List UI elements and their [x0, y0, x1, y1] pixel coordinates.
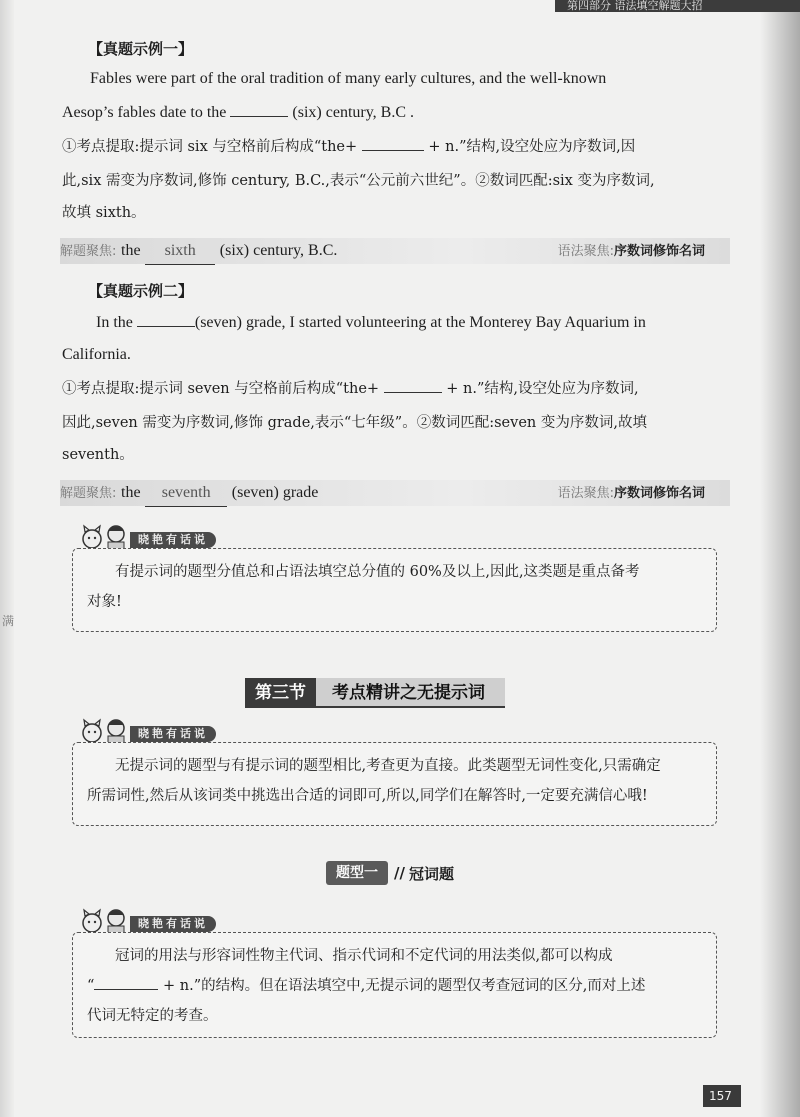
tip2-label: 晓艳有话说 — [130, 726, 216, 742]
example2-focus-label: 解题聚焦: — [60, 486, 117, 501]
example2-focus-bar — [60, 480, 730, 506]
example2-sentence-post: (seven) grade, I started volunteering at the Monterey Bay Aquarium in — [194, 314, 646, 331]
example1-analysis-blank — [362, 150, 424, 151]
example1-sentence-line2 — [62, 104, 414, 122]
tip3-label: 晓艳有话说 — [130, 916, 216, 932]
example2-sentence-line1 — [96, 314, 736, 332]
tip3-line2 — [87, 971, 702, 1001]
example1-sentence-post: (six) century, B.C . — [292, 104, 415, 121]
type1-name: 冠词题 — [408, 864, 454, 883]
section-number: 第三节 — [245, 678, 316, 708]
example2-analysis-line1 — [62, 374, 732, 405]
type1-heading — [326, 860, 454, 886]
example1-grammar-label: 语法聚焦: — [557, 244, 614, 259]
example2-analysis-blank — [384, 392, 442, 393]
running-header: 第四部分 语法填空解题大招 — [555, 0, 800, 12]
example1-sentence-line1: Fables were part of the oral tradition of many early cultures, and the well-known — [90, 70, 607, 87]
example1-analysis-line2: 此,six 需变为序数词,修饰 century, B.C.,表示“公元前六世纪”。②数词匹配:six 变为序数词, — [62, 173, 655, 189]
example1-sentence-pre: Aesop’s fables date to the — [62, 104, 227, 121]
tip2-line2: 所需词性,然后从该词类中挑选出合适的词即可,所以,同学们在解答时,一定要充满信心哦! — [87, 788, 648, 804]
tip1-line2: 对象! — [87, 594, 122, 610]
example2-analysis-line3: seventh。 — [62, 447, 134, 463]
example2-grammar-value: 序数词修饰名词 — [613, 486, 705, 501]
tip3-line1: 冠词的用法与形容词性物主代词、指示代词和不定代词的用法类似,都可以构成 — [115, 948, 613, 964]
example2-analysis-post: + n.”结构,设空处应为序数词, — [446, 381, 639, 397]
tip3-line2-text: + n.”的结构。但在语法填空中,无提示词的题型仅考查冠词的区分,而对上述 — [163, 978, 646, 994]
example1-focus-answer: sixth — [145, 238, 215, 265]
example2-sentence-pre: In the — [96, 314, 133, 331]
example1-analysis-post: + n.”结构,设空处应为序数词,因 — [428, 139, 636, 155]
example1-focus-post: (six) century, B.C. — [219, 242, 338, 259]
tip1-line1: 有提示词的题型分值总和占语法填空总分值的 60%及以上,因此,这类题是重点备考 — [115, 564, 640, 580]
example1-focus-bar — [60, 238, 730, 264]
tip3-line3: 代词无特定的考查。 — [87, 1008, 218, 1024]
type1-slash: // — [394, 864, 405, 882]
tip2-box — [72, 742, 717, 826]
page-curl-shadow — [760, 0, 800, 1117]
tip3-box — [72, 932, 717, 1038]
example2-focus-answer: seventh — [145, 480, 227, 507]
example2-grammar-label: 语法聚焦: — [557, 486, 614, 501]
example1-analysis-pre: ①考点提取:提示词 six 与空格前后构成“the+ — [62, 139, 358, 155]
example2-analysis-pre: ①考点提取:提示词 seven 与空格前后构成“the+ — [62, 381, 380, 397]
example1-blank — [230, 116, 288, 117]
example1-grammar-value: 序数词修饰名词 — [613, 244, 705, 259]
section-title: 考点精讲之无提示词 — [316, 678, 505, 708]
example1-focus-label: 解题聚焦: — [60, 244, 117, 259]
page-gutter — [0, 0, 14, 1117]
tip3-line2-quote: “ — [87, 978, 95, 994]
example2-blank — [137, 326, 195, 327]
example2-title: 【真题示例二】 — [88, 282, 194, 300]
margin-bleed-text: 满 — [2, 614, 15, 628]
example2-grammar-focus — [558, 480, 705, 507]
example1-grammar-focus — [558, 238, 705, 265]
example1-analysis-line3: 故填 sixth。 — [62, 205, 146, 221]
example2-focus-post: (seven) grade — [231, 484, 319, 501]
tip3-blank — [94, 989, 158, 990]
page-number: 157 — [703, 1085, 741, 1107]
tip1-label: 晓艳有话说 — [130, 532, 216, 548]
tip2-line1: 无提示词的题型与有提示词的题型相比,考查更为直接。此类题型无词性变化,只需确定 — [115, 758, 661, 774]
example2-sentence-line2: California. — [62, 346, 131, 363]
type1-tag: 题型一 — [326, 861, 388, 885]
example2-analysis-line2: 因此,seven 需变为序数词,修饰 grade,表示“七年级”。②数词匹配:seven 变为序数词,故填 — [62, 415, 647, 431]
example1-focus-pre: the — [121, 242, 141, 259]
tip1-box — [72, 548, 717, 632]
example1-analysis-line1 — [62, 132, 732, 163]
section-heading — [245, 678, 505, 708]
example1-title: 【真题示例一】 — [88, 40, 194, 58]
example2-focus-pre: the — [121, 484, 141, 501]
